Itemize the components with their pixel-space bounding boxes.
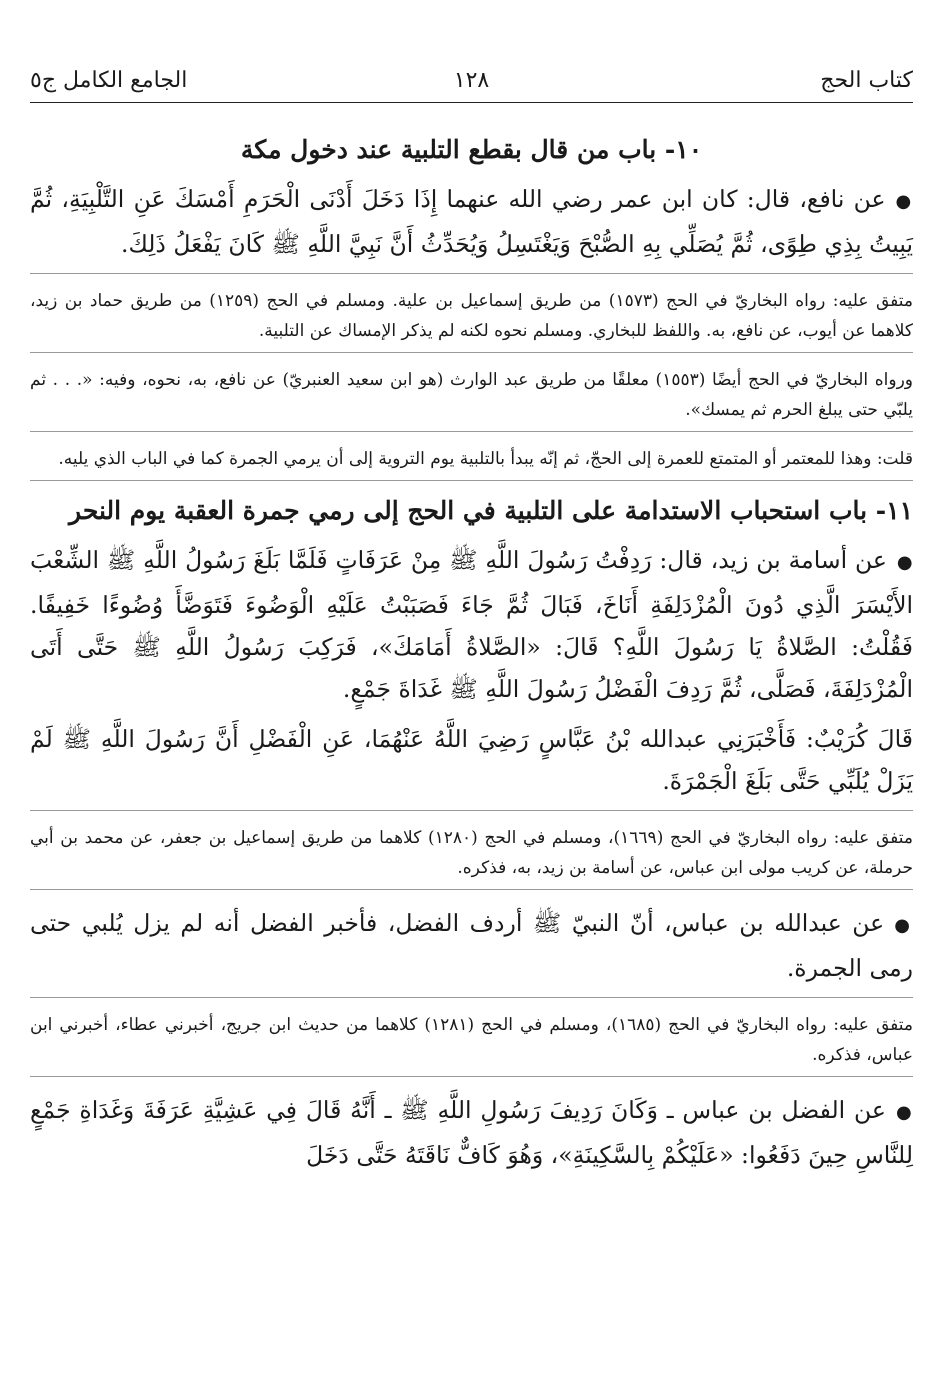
comment-note: قلت: وهذا للمعتمر أو المتمتع للعمرة إلى الحجّ، ثم إنّه يبدأ بالتلبية يوم التروية إلى أن يرمي الجمرة كما في الباب الذي يليه. xyxy=(58,449,913,469)
hadith-continuation: قَالَ كُرَيْبٌ: فَأَخْبَرَنِي عبدالله بْنُ عَبَّاسٍ رَضِيَ اللَّهُ عَنْهُمَا، عَنِ الْفَضْلِ أَنَّ رَسُولَ اللَّهِ ﷺ لَمْ يَزَلْ يُلَبِّي حَتَّى بَلَغَ الْجَمْرَةَ. xyxy=(30,725,913,795)
hadith-text xyxy=(30,1089,913,1176)
divider xyxy=(30,997,913,998)
page-number: ١٢٨ xyxy=(453,68,490,93)
hadith-text xyxy=(30,539,913,710)
divider xyxy=(30,352,913,353)
page-content xyxy=(30,132,913,1184)
takhrij-note: متفق عليه: رواه البخاريّ في الحج (١٦٦٩)، ومسلم في الحج (١٢٨٠) كلاهما من طريق إسماعيل بن جعفر، عن محمد بن أبي حرملة، عن كريب مولى ابن عباس، عن أسامة بن زيد، به، فذكره. xyxy=(30,828,913,878)
divider xyxy=(30,273,913,274)
divider xyxy=(30,810,913,811)
hadith-text xyxy=(30,902,913,989)
takhrij-note: ورواه البخاريّ في الحج أيضًا (١٥٥٣) معلقًا من طريق عبد الوارث (هو ابن سعيد العنبريّ) عن نافع، به، نحوه، وفيه: «. . . ثم يلبّي حتى يبلغ الحرم ثم يمسك». xyxy=(30,370,913,420)
page-header xyxy=(30,62,913,103)
divider xyxy=(30,431,913,432)
bullet-icon: ● xyxy=(895,1102,913,1123)
divider xyxy=(30,1076,913,1077)
takhrij-note: متفق عليه: رواه البخاريّ في الحج (١٦٨٥)، ومسلم في الحج (١٢٨١) كلاهما من حديث ابن جريج، أخبرني عطاء، أخبرني ابن عباس، فذكره. xyxy=(30,1015,913,1065)
hadith-body: عن نافع، قال: كان ابن عمر رضي الله عنهما إِذَا دَخَلَ أَدْنَى الْحَرَمِ أَمْسَكَ عَنِ التَّلْبِيَةِ، ثُمَّ يَبِيتُ بِذِي طِوًى، ثُمَّ يُصَلِّي بِهِ الصُّبْحَ وَيَغْتَسِلُ وَيُحَدِّثُ أَنَّ نَبِيَّ اللَّهِ ﷺ كَانَ يَفْعَلُ ذَلِكَ. xyxy=(30,185,913,258)
hadith-body: عن أسامة بن زيد، قال: رَدِفْتُ رَسُولَ اللَّهِ ﷺ مِنْ عَرَفَاتٍ فَلَمَّا بَلَغَ رَسُولُ اللَّهِ ﷺ الشِّعْبَ الأَيْسَرَ الَّذِي دُونَ الْمُزْدَلِفَةِ أَنَاخَ، فَبَالَ ثُمَّ جَاءَ فَصَبَبْتُ عَلَيْهِ الْوَضُوءَ فَتَوَضَّأَ وُضُوءًا خَفِيفًا. فَقُلْتُ: الصَّلاةُ يَا رَسُولَ اللَّهِ؟ قَالَ: «الصَّلاةُ أَمَامَكَ»، فَرَكِبَ رَسُولُ اللَّهِ ﷺ حَتَّى أَتَى الْمُزْدَلِفَةَ، فَصَلَّى، ثُمَّ رَدِفَ الْفَضْلُ رَسُولَ اللَّهِ ﷺ غَدَاةَ جَمْعٍ. xyxy=(30,546,913,703)
book-section-title: كتاب الحج xyxy=(820,68,913,93)
divider xyxy=(30,480,913,481)
hadith-text xyxy=(30,178,913,265)
bullet-icon: ● xyxy=(896,552,913,573)
chapter-heading-10: ١٠- باب من قال بقطع التلبية عند دخول مكة xyxy=(240,135,703,164)
takhrij-note: متفق عليه: رواه البخاريّ في الحج (١٥٧٣) من طريق إسماعيل بن علية. ومسلم في الحج (١٢٥٩) من طريق حماد بن زيد، كلاهما عن أيوب، عن نافع، به. واللفظ للبخاري. ومسلم نحوه لكنه لم يذكر الإمساك عن التلبية. xyxy=(30,291,913,341)
bullet-icon: ● xyxy=(894,915,913,936)
hadith-body: عن الفضل بن عباس ـ وَكَانَ رَدِيفَ رَسُولِ اللَّهِ ﷺ ـ أَنَّهُ قَالَ فِي عَشِيَّةِ عَرَفَةَ وَغَدَاةِ جَمْعٍ لِلنَّاسِ حِينَ دَفَعُوا: «عَلَيْكُمْ بِالسَّكِينَةِ»، وَهُوَ كَافٌّ نَاقَتَهُ حَتَّى دَخَلَ xyxy=(30,1096,913,1169)
chapter-heading-11: ١١- باب استحباب الاستدامة على التلبية في الحج إلى رمي جمرة العقبة يوم النحر xyxy=(69,496,913,525)
divider xyxy=(30,889,913,890)
hadith-body: عن عبدالله بن عباس، أنّ النبيّ ﷺ أردف الفضل، فأخبر الفضل أنه لم يزل يُلبي حتى رمى الجمرة. xyxy=(30,909,913,982)
bullet-icon: ● xyxy=(895,191,913,212)
book-volume-title: الجامع الكامل ج٥ xyxy=(30,68,188,93)
